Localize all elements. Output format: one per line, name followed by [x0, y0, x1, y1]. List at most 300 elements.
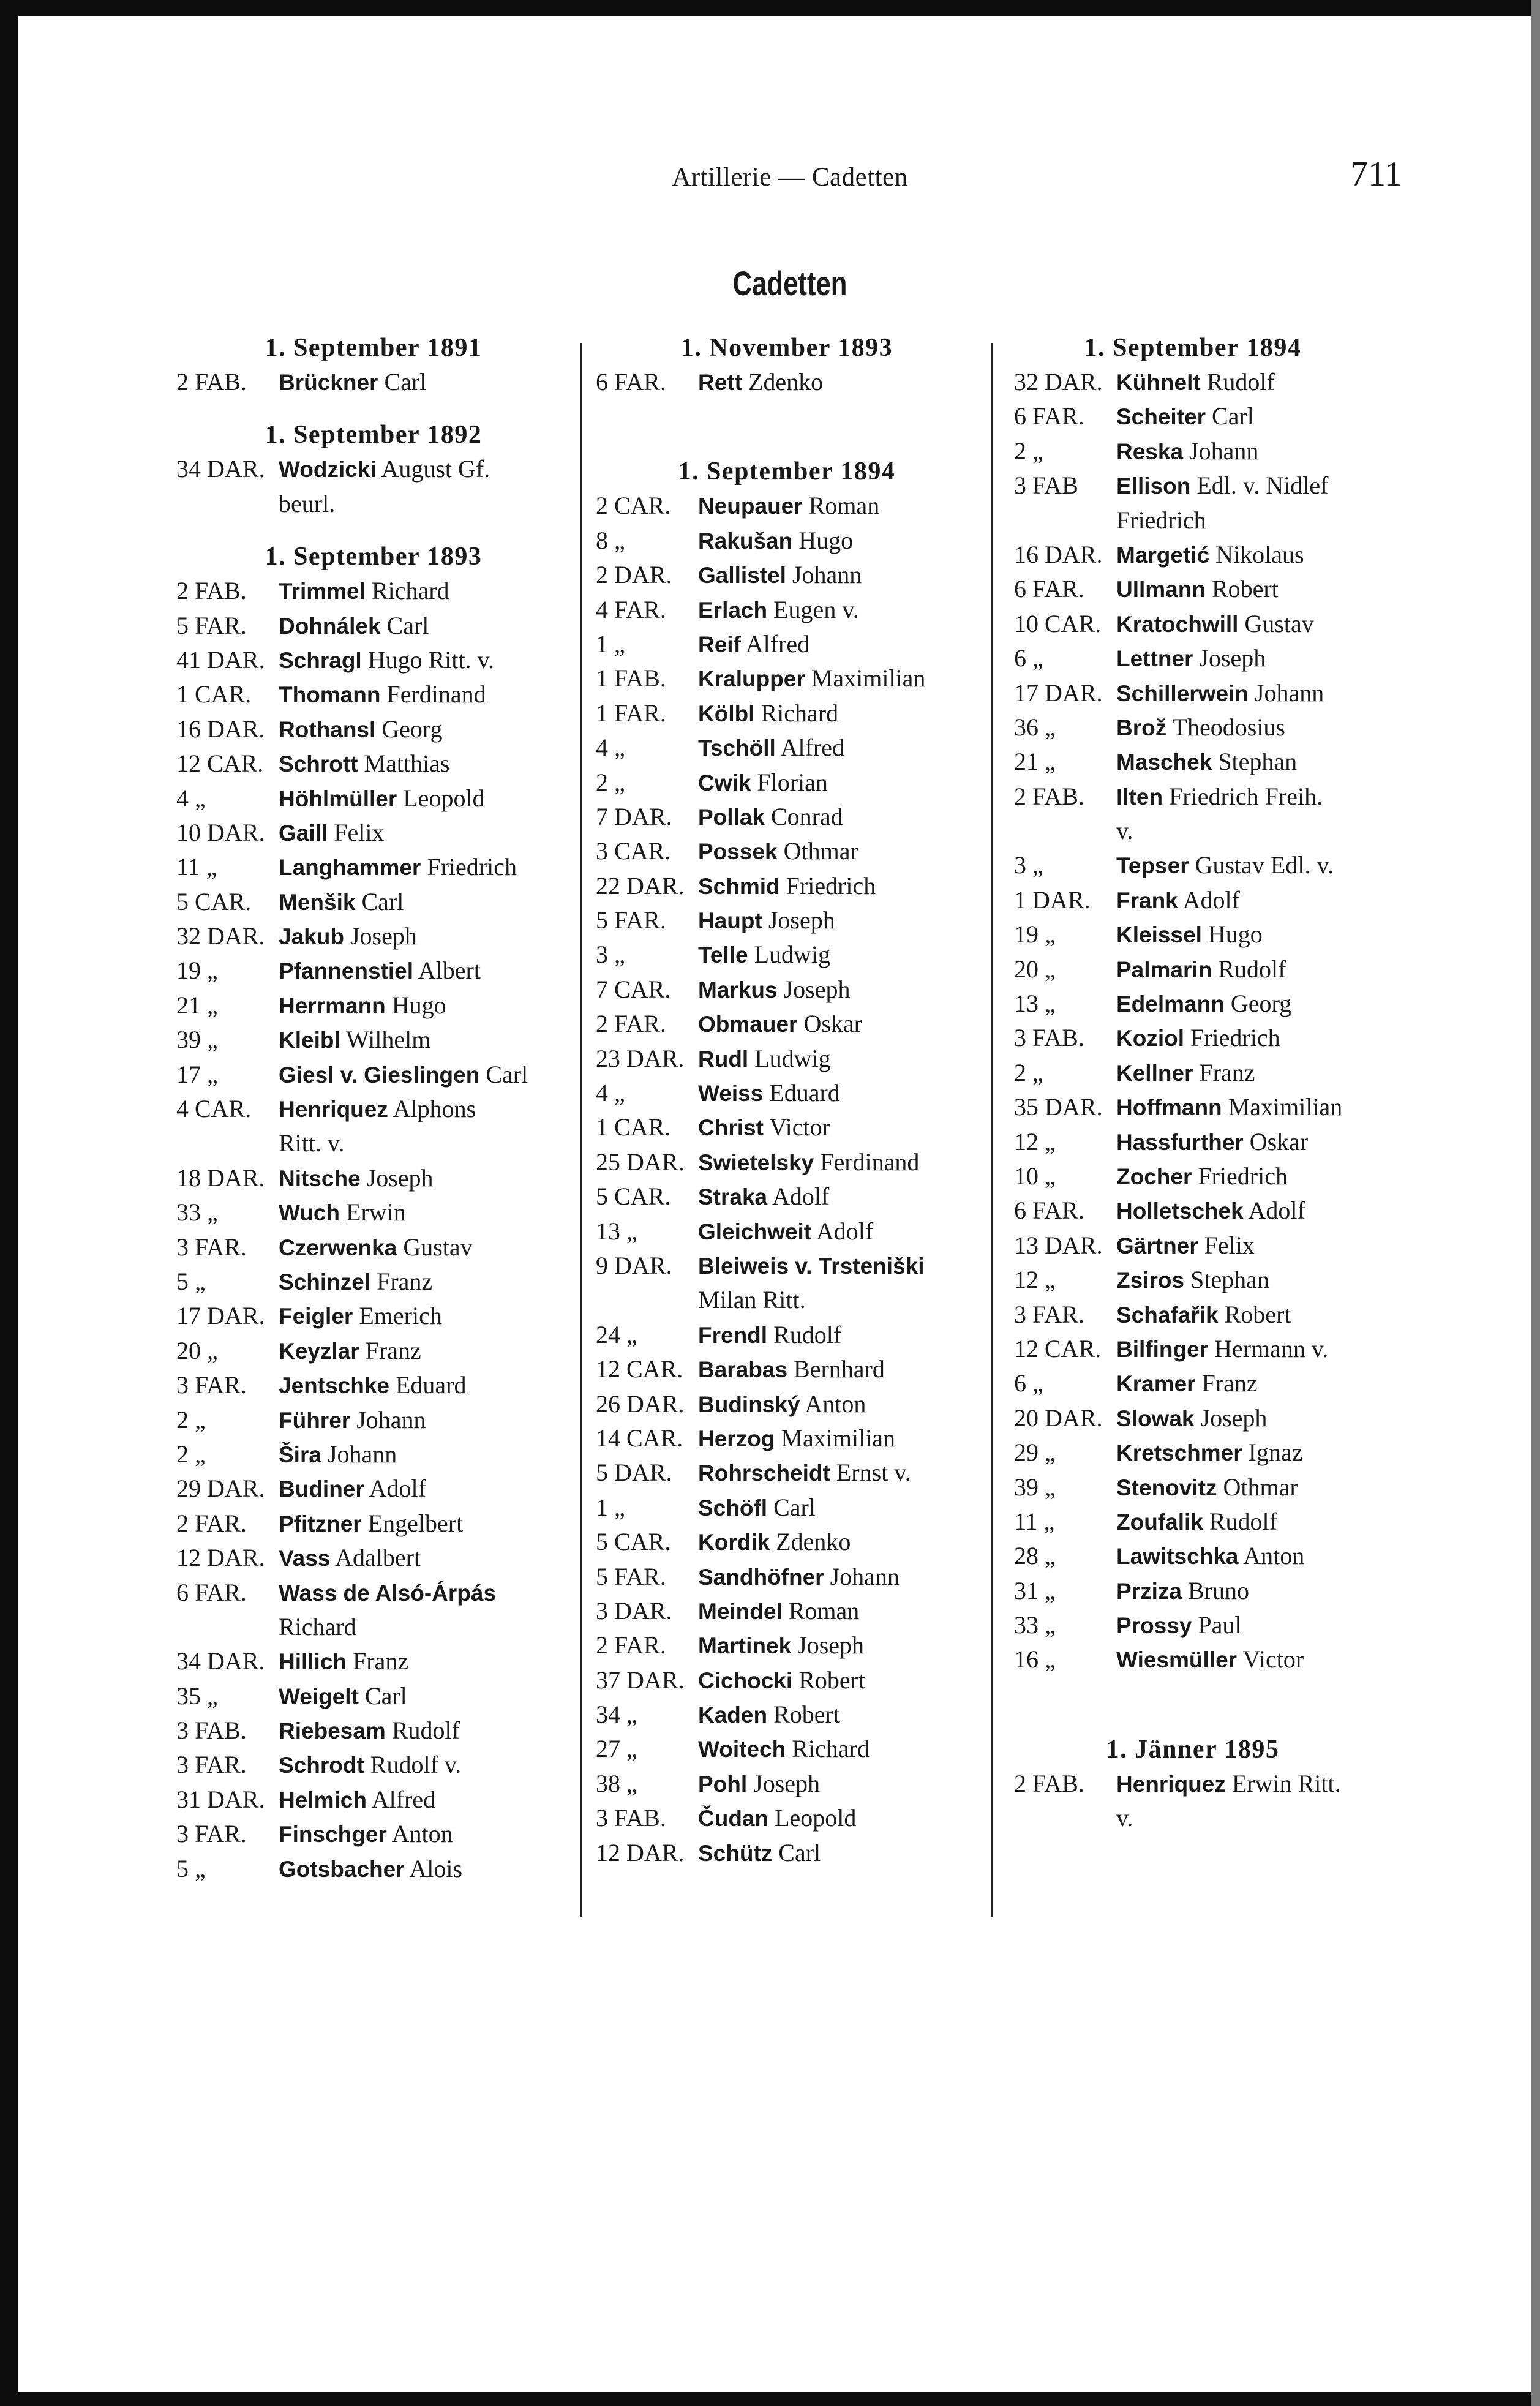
unit-label: 35 DAR. — [1014, 1093, 1103, 1121]
entry-row — [585, 1318, 989, 1352]
unit-label: 29 DAR. — [176, 1475, 265, 1503]
entry-name — [1116, 1194, 1383, 1228]
entry-row — [1003, 1021, 1383, 1055]
entry-name — [698, 1318, 989, 1353]
entry-name — [698, 661, 989, 696]
surname: Gotsbacher — [279, 1856, 405, 1882]
given-name: Bruno — [1187, 1576, 1249, 1604]
unit-label: 5 DAR. — [596, 1459, 672, 1487]
entry-name — [1116, 572, 1383, 607]
surname: Rakušan — [698, 528, 793, 554]
unit-label: 24 „ — [596, 1320, 637, 1348]
given-name: Rudolf — [391, 1716, 460, 1745]
entry-name — [698, 1767, 989, 1802]
given-name: Anton — [391, 1820, 453, 1848]
entry-row — [585, 938, 989, 972]
surname: Markus — [698, 977, 778, 1002]
entry-row — [585, 1732, 989, 1766]
surname: Herrmann — [279, 993, 386, 1018]
given-name: Franz — [353, 1647, 409, 1675]
entry-name — [279, 1368, 582, 1403]
entry-row — [1003, 1090, 1383, 1124]
entry-name — [1116, 1125, 1383, 1160]
given-name: Zdenko — [748, 368, 824, 396]
scan-border-left — [0, 0, 18, 2406]
unit-label: 12 „ — [1014, 1127, 1056, 1156]
given-name: Richard — [761, 699, 839, 727]
surname: Finschger — [279, 1822, 387, 1848]
unit-label: 3 DAR. — [596, 1596, 672, 1625]
entry-row — [1003, 572, 1383, 606]
unit-label: 10 CAR. — [1014, 609, 1102, 637]
given-name: Maximilian — [1228, 1093, 1343, 1121]
unit-label: 2 FAR. — [596, 1631, 666, 1660]
unit-label: 8 „ — [596, 526, 625, 554]
given-name: Joseph — [350, 922, 417, 950]
surname: Dohnálek — [279, 613, 381, 639]
given-name: Franz — [377, 1267, 433, 1295]
entry-row — [165, 1506, 582, 1541]
surname: Tschöll — [698, 735, 776, 761]
unit-label: 13 „ — [596, 1217, 637, 1245]
surname: Kölbl — [698, 701, 755, 726]
date-heading: 1. September 1892 — [265, 421, 483, 449]
unit-label: 12 CAR. — [1014, 1334, 1102, 1363]
entry-name — [698, 1179, 989, 1214]
unit-label: 32 DAR. — [176, 922, 265, 950]
unit-label: 13 DAR. — [1014, 1231, 1103, 1259]
entry-name — [1116, 399, 1383, 434]
given-name: Oskar — [803, 1010, 862, 1038]
entry-name — [698, 627, 989, 662]
given-name: Stephan — [1190, 1266, 1269, 1294]
given-name: Friedrich — [786, 871, 876, 900]
entry-name — [279, 1506, 582, 1541]
entry-name — [698, 903, 989, 938]
given-name: Rudolf — [1206, 368, 1275, 396]
surname: Holletschek — [1116, 1198, 1244, 1224]
entry-row — [585, 1042, 989, 1076]
unit-label: 28 „ — [1014, 1542, 1056, 1570]
given-name: Alphons — [393, 1095, 476, 1123]
surname: Helmich — [279, 1787, 367, 1813]
surname: Rudl — [698, 1046, 749, 1072]
entry-name — [1116, 538, 1383, 573]
unit-label: 39 „ — [1014, 1473, 1056, 1501]
entry-name — [1116, 1435, 1383, 1470]
unit-label: 39 „ — [176, 1026, 218, 1054]
entry-row — [1003, 952, 1383, 987]
surname: Weigelt — [279, 1683, 359, 1709]
entry-row — [1003, 1539, 1383, 1573]
entry-name — [279, 643, 582, 678]
entry-name — [1116, 1642, 1383, 1677]
entry-name — [279, 1161, 582, 1196]
surname: Meindel — [698, 1598, 783, 1624]
entry-row — [165, 1334, 582, 1368]
unit-label: 6 FAR. — [1014, 1197, 1084, 1225]
given-name: Eduard — [396, 1371, 467, 1399]
entry-name — [279, 1334, 582, 1369]
unit-label: 21 „ — [176, 991, 218, 1019]
entry-row — [165, 1092, 582, 1126]
given-name: Maximilian — [781, 1424, 896, 1452]
given-name: Adolf — [1248, 1197, 1305, 1225]
unit-label: 2 FAB. — [176, 577, 247, 605]
given-name: Adolf — [369, 1475, 426, 1503]
entry-name — [698, 972, 989, 1007]
given-name: Hugo — [798, 526, 854, 554]
entry-row — [165, 1368, 582, 1402]
entry-row — [585, 1421, 989, 1456]
entry-name — [698, 1214, 989, 1249]
entry-continuation: beurl. — [279, 489, 336, 517]
unit-label: 3 FAR. — [176, 1233, 247, 1261]
entry-row — [585, 903, 989, 938]
entry-row — [1003, 1574, 1383, 1608]
entry-name — [698, 1076, 989, 1111]
given-name: Franz — [1199, 1058, 1255, 1086]
entry-row — [585, 834, 989, 868]
entry-name — [1116, 1767, 1383, 1802]
entry-row — [585, 1145, 989, 1179]
given-name: Leopold — [403, 784, 485, 812]
entry-row — [1003, 1332, 1383, 1366]
unit-label: 7 DAR. — [596, 802, 672, 830]
surname: Wuch — [279, 1200, 340, 1226]
surname: Sandhöfner — [698, 1564, 824, 1590]
surname: Nitsche — [279, 1165, 361, 1191]
entry-name — [279, 1472, 582, 1506]
entry-row — [165, 643, 582, 677]
entry-row — [585, 800, 989, 834]
unit-label: 11 „ — [1014, 1507, 1055, 1535]
entry-row — [1003, 434, 1383, 468]
surname: Cwik — [698, 770, 751, 795]
entry-name — [1116, 848, 1383, 883]
unit-label: 5 „ — [176, 1267, 206, 1295]
date-heading: 1. September 1894 — [1084, 334, 1302, 362]
given-name: Carl — [1212, 402, 1254, 430]
entry-row — [165, 1541, 582, 1575]
entry-name — [698, 1145, 989, 1180]
surname: Trimmel — [279, 579, 366, 604]
entry-name — [1116, 434, 1383, 469]
unit-label: 34 DAR. — [176, 455, 265, 483]
unit-label: 33 „ — [1014, 1611, 1056, 1639]
surname: Bleiweis v. Trsteniški — [698, 1253, 925, 1279]
surname: Pollak — [698, 804, 765, 830]
given-name: Ludwig — [754, 1044, 831, 1072]
unit-label: 2 FAB. — [176, 368, 247, 396]
surname: Pohl — [698, 1771, 748, 1797]
entry-name — [1116, 1574, 1383, 1609]
given-name: Franz — [1201, 1369, 1258, 1397]
entry-name — [698, 1007, 989, 1042]
running-head: Artillerie — Cadetten — [672, 163, 908, 192]
unit-label: 12 DAR. — [176, 1544, 265, 1572]
unit-label: 3 „ — [596, 941, 625, 969]
unit-label: 6 FAR. — [1014, 575, 1084, 603]
entry-name — [279, 919, 582, 954]
unit-label: 3 FAR. — [176, 1820, 247, 1848]
given-name: Felix — [334, 818, 385, 846]
surname: Koziol — [1116, 1026, 1184, 1051]
unit-label: 20 „ — [1014, 955, 1056, 983]
entry-name — [279, 1092, 582, 1127]
entry-name — [698, 1732, 989, 1767]
entry-name — [1116, 710, 1383, 745]
given-name: Oskar — [1249, 1127, 1309, 1156]
entry-row — [165, 1852, 582, 1886]
entry-name — [279, 1852, 582, 1887]
entry-name — [698, 1594, 989, 1629]
entry-row — [585, 1110, 989, 1145]
entry-row — [165, 1644, 582, 1679]
entry-name — [1116, 1401, 1383, 1436]
entry-row — [585, 593, 989, 627]
unit-label: 5 FAR. — [596, 1562, 666, 1590]
surname: Frank — [1116, 887, 1178, 913]
given-name: Ferdinand — [820, 1148, 920, 1176]
surname: Kramer — [1116, 1371, 1196, 1397]
entry-row — [585, 627, 989, 661]
surname: Scheiter — [1116, 404, 1206, 430]
surname: Wiesmüller — [1116, 1647, 1238, 1673]
unit-label: 5 CAR. — [596, 1528, 671, 1556]
entry-row — [1003, 468, 1383, 503]
given-name: Joseph — [797, 1631, 865, 1660]
unit-label: 5 CAR. — [596, 1182, 671, 1211]
unit-label: 32 DAR. — [1014, 368, 1103, 396]
unit-label: 17 „ — [176, 1060, 218, 1088]
surname: Giesl v. Gieslingen — [279, 1062, 480, 1088]
given-name: Hugo — [1208, 920, 1263, 949]
unit-label: 37 DAR. — [596, 1666, 685, 1694]
surname: Höhlmüller — [279, 786, 397, 811]
entry-name — [279, 988, 582, 1023]
given-name: Johann — [356, 1405, 426, 1434]
unit-label: 10 „ — [1014, 1162, 1056, 1190]
entry-name — [698, 593, 989, 628]
surname: Slowak — [1116, 1405, 1195, 1431]
unit-label: 17 DAR. — [1014, 679, 1103, 707]
unit-label: 3 FAR. — [176, 1751, 247, 1779]
surname: Rett — [698, 370, 742, 395]
entry-row — [1003, 1263, 1383, 1297]
surname: Maschek — [1116, 750, 1212, 775]
given-name: Alfred — [371, 1785, 436, 1813]
given-name: Adolf — [772, 1182, 830, 1211]
entry-name — [698, 1249, 989, 1284]
surname: Frendl — [698, 1322, 768, 1348]
unit-label: 2 „ — [1014, 1058, 1043, 1086]
entry-name — [279, 885, 582, 920]
entry-name — [1116, 952, 1383, 987]
entry-name — [1116, 1298, 1383, 1333]
entry-name — [279, 452, 582, 487]
entry-row — [1003, 641, 1383, 675]
given-name: Georg — [381, 715, 443, 743]
entry-name — [1116, 883, 1383, 918]
unit-label: 2 FAB. — [1014, 782, 1084, 810]
surname: Stenovitz — [1116, 1475, 1217, 1500]
surname: Prossy — [1116, 1613, 1192, 1639]
unit-label: 1 DAR. — [1014, 885, 1091, 914]
entry-name — [698, 1697, 989, 1732]
entry-name — [279, 1748, 582, 1783]
given-name: Albert — [418, 957, 481, 985]
entry-name — [279, 1541, 582, 1576]
unit-label: 29 „ — [1014, 1438, 1056, 1467]
given-name: Joseph — [783, 975, 851, 1003]
entry-name — [279, 1437, 582, 1472]
entry-row — [165, 677, 582, 712]
given-name: Carl — [386, 611, 429, 639]
unit-label: 14 CAR. — [596, 1424, 683, 1452]
surname: Hoffmann — [1116, 1095, 1222, 1121]
unit-label: 26 DAR. — [596, 1389, 685, 1418]
entry-row — [165, 365, 582, 399]
date-heading: 1. September 1891 — [265, 334, 483, 362]
entry-name — [698, 489, 989, 524]
surname: Kralupper — [698, 666, 805, 692]
given-name: Roman — [788, 1596, 860, 1625]
given-name: Johann — [1254, 679, 1324, 707]
entry-row — [1003, 1608, 1383, 1642]
entry-row — [1003, 745, 1383, 779]
given-name: Johann — [1189, 437, 1259, 465]
given-name: Ludwig — [754, 941, 831, 969]
entry-row — [585, 1767, 989, 1801]
unit-label: 1 „ — [596, 630, 625, 658]
column-divider — [991, 343, 993, 1917]
date-heading: 1. Jänner 1895 — [1106, 1735, 1280, 1764]
given-name: Friedrich — [1190, 1024, 1280, 1052]
column-2 — [585, 331, 989, 1870]
surname: Brückner — [279, 370, 378, 395]
surname: Bilfinger — [1116, 1336, 1209, 1362]
entry-row — [585, 765, 989, 800]
entry-row — [165, 1576, 582, 1610]
given-name: Edl. v. Nidlef — [1196, 472, 1329, 500]
entry-name — [698, 1042, 989, 1077]
given-name: Joseph — [1199, 644, 1266, 672]
entry-row — [165, 1299, 582, 1333]
surname: Feigler — [279, 1304, 353, 1329]
entry-name — [698, 558, 989, 593]
entry-row — [585, 558, 989, 592]
entry-row — [165, 1679, 582, 1713]
given-name: Joseph — [768, 906, 835, 934]
given-name: Georg — [1230, 990, 1292, 1018]
entry-name — [1116, 1470, 1383, 1505]
entry-continuation: Ritt. v. — [279, 1129, 345, 1157]
entry-name — [279, 1265, 582, 1299]
entry-row — [165, 988, 582, 1023]
entry-row — [165, 1023, 582, 1057]
surname: Schmid — [698, 873, 780, 899]
surname: Jentschke — [279, 1373, 389, 1399]
date-heading: 1. September 1893 — [265, 543, 483, 571]
entry-row — [1003, 1435, 1383, 1470]
entry-row — [585, 1491, 989, 1525]
surname: Kleibl — [279, 1028, 340, 1053]
given-name: Alois — [409, 1854, 463, 1882]
entry-row — [1003, 883, 1383, 917]
unit-label: 2 „ — [596, 768, 625, 796]
surname: Reif — [698, 631, 741, 657]
entry-name — [698, 765, 989, 800]
given-name: Adalbert — [335, 1544, 421, 1572]
entry-name — [279, 1783, 582, 1818]
unit-label: 13 „ — [1014, 990, 1056, 1018]
unit-label: 6 „ — [1014, 644, 1043, 672]
entry-name — [698, 938, 989, 972]
entry-name — [698, 731, 989, 765]
given-name: Carl — [364, 1682, 407, 1710]
entry-name — [1116, 1159, 1383, 1194]
given-name: Friedrich — [427, 853, 517, 881]
entry-row — [1003, 1767, 1383, 1801]
given-name: Rudolf — [773, 1320, 842, 1348]
given-name: Eduard — [769, 1079, 840, 1107]
unit-label: 3 CAR. — [596, 837, 671, 865]
unit-label: 4 „ — [596, 734, 625, 762]
entry-row — [165, 1748, 582, 1782]
entry-row — [585, 1801, 989, 1835]
entry-name — [279, 609, 582, 644]
entry-row — [165, 1783, 582, 1817]
surname: Zoufalik — [1116, 1509, 1203, 1535]
entry-name — [279, 365, 582, 400]
surname: Henriquez — [1116, 1771, 1226, 1797]
surname: Čudan — [698, 1806, 769, 1832]
entry-row — [585, 1663, 989, 1697]
surname: Henriquez — [279, 1097, 388, 1122]
unit-label: 2 FAR. — [596, 1010, 666, 1038]
given-name: Robert — [773, 1701, 840, 1729]
surname: Edelmann — [1116, 991, 1225, 1017]
given-name: Leopold — [775, 1804, 857, 1832]
surname: Schütz — [698, 1840, 773, 1866]
unit-label: 20 DAR. — [1014, 1404, 1103, 1432]
entry-row — [165, 452, 582, 486]
unit-label: 34 DAR. — [176, 1647, 265, 1675]
surname: Martinek — [698, 1633, 792, 1659]
unit-label: 12 CAR. — [176, 750, 264, 778]
entry-row — [1003, 1298, 1383, 1332]
given-name: Hugo Ritt. v. — [367, 645, 495, 674]
given-name: Anton — [805, 1389, 866, 1418]
entry-name — [1116, 987, 1383, 1021]
entry-name — [279, 1713, 582, 1748]
entry-name — [1116, 917, 1383, 952]
surname: Schrott — [279, 751, 358, 777]
entry-row — [1003, 780, 1383, 814]
surname: Gärtner — [1116, 1233, 1198, 1258]
entry-name — [1116, 607, 1383, 642]
surname: Pfannenstiel — [279, 958, 413, 984]
given-name: Zdenko — [776, 1528, 851, 1556]
entry-name — [1116, 365, 1383, 400]
entry-row — [1003, 1505, 1383, 1539]
given-name: Joseph — [1200, 1404, 1268, 1432]
given-name: Maximilian — [811, 664, 926, 693]
given-name: Adolf — [816, 1217, 874, 1245]
entry-name — [279, 1058, 582, 1092]
entry-row — [165, 712, 582, 746]
